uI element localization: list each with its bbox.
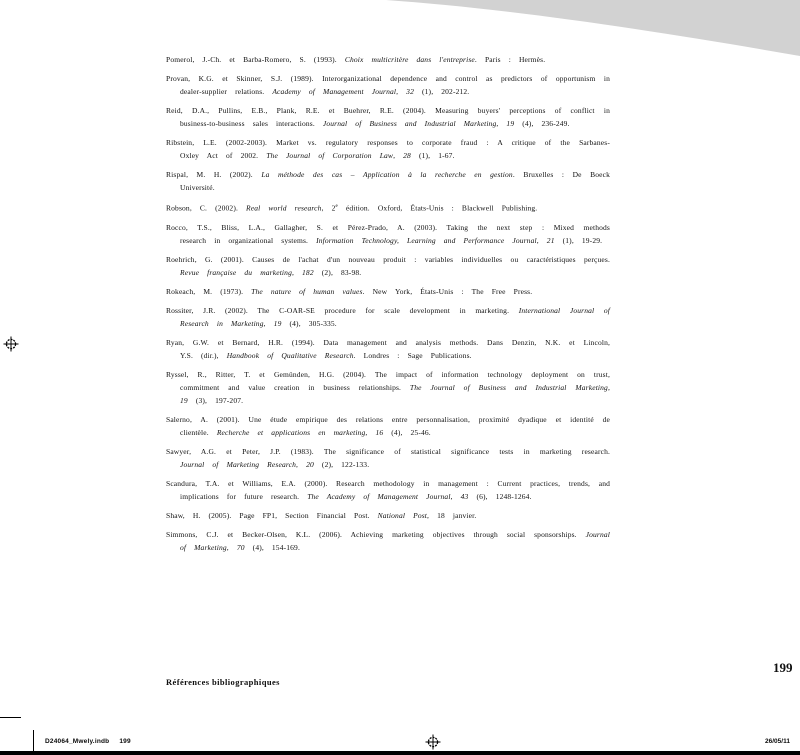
reference-entry: Ryan, G.W. et Bernard, H.R. (1994). Data management and analysis methods. Dans Denzin, N.K. et Lincoln, Y.S. (dir.), Handbook of Qualitative Research. Londres : Sage Publications. [166,337,610,360]
reference-entry: Rokeach, M. (1973). The nature of human values. New York, États-Unis : The Free Press. [166,286,533,296]
scan-edge-bar [0,751,800,755]
indb-page-label: 199 [119,738,131,745]
reference-entry: Provan, K.G. et Skinner, S.J. (1989). Interorganizational dependence and control as predictors of opportunism in dealer-supplier relations. Academy of Management Journal, 32 (1), 202-212. [166,74,610,96]
section-title: Références bibliographiques [166,677,280,687]
reference-entry: Reid, D.A., Pullins, E.B., Plank, R.E. et Buehrer, R.E. (2004). Measuring buyers' perceptions of conflict in business-to-business sales interactions. Journal of Business and Industrial Marketing, 19 (4), 236-249. [166,106,610,128]
reference-entry: Robson, C. (2002). Real world research, 2e édition. Oxford, États-Unis : Blackwell Publishing. [166,203,538,213]
reference-entry: Scandura, T.A. et Williams, E.A. (2000). Research methodology in management : Current practices, trends, and implications for future research. The Academy of Management Journal, 43 (6), 1248-1264. [166,478,610,501]
reference-entry: Shaw, H. (2005). Page FP1, Section Financial Post. National Post, 18 janvier. [166,510,477,520]
references-list [166,53,610,560]
reference-entry: Rossiter, J.R. (2002). The C-OAR-SE procedure for scale development in marketing. International Journal of Research in Marketing, 19 (4), 305-335. [166,305,610,328]
page-number: 199 [773,660,793,675]
crop-mark-horizontal [0,717,21,718]
reference-entry: Ribstein, L.E. (2002-2003). Market vs. regulatory responses to corporate fraud : A critique of the Sarbanes-Oxley Act of 2002. The Journal of Corporation Law, 28 (1), 1-67. [166,138,610,160]
reference-entry: Sawyer, A.G. et Peter, J.P. (1983). The significance of statistical significance tests in marketing research. Journal of Marketing Research, 20 (2), 122-133. [166,446,610,469]
reference-entry: Simmons, C.J. et Becker-Olsen, K.L. (2006). Achieving marketing objectives through social sponsorships. Journal of Marketing, 70 (4), 154-169. [166,529,610,552]
reference-entry: Roehrich, G. (2001). Causes de l'achat d'un nouveau produit : variables individuelles ou caractéristiques perçues. Revue française du marketing, 182 (2), 83-98. [166,254,610,277]
print-date: 26/05/11 [765,738,790,745]
reference-entry: Rispal, M. H. (2002). La méthode des cas – Application à la recherche en gestion. Bruxelles : De Boeck Université. [166,170,610,192]
reference-entry: Pomerol, J.-Ch. et Barba-Romero, S. (1993). Choix multicritère dans l'entreprise. Paris : Hermès. [166,55,546,64]
reference-entry: Salerno, A. (2001). Une étude empirique des relations entre personnalisation, proximité dyadique et identité de clientèle. Recherche et applications en marketing, 16 (4), 25-46. [166,414,610,437]
indb-file-label: D24064_Mwely.indb 199 [45,738,131,745]
reference-entry: Rocco, T.S., Bliss, L.A., Gallagher, S. et Pérez-Prado, A. (2003). Taking the next step : Mixed methods research in organizational systems. Information Technology, Learning and Performance Journal, 21 (1), 19-29. [166,222,610,245]
prepress-slug [0,735,800,749]
registration-mark-icon [3,336,19,352]
reference-entry: Ryssel, R., Ritter, T. et Gemünden, H.G. (2004). The impact of information technology deployment on trust, commitment and value creation in business relationships. The Journal of Business and Industrial Marketing, 19 (3), 197-207. [166,369,610,405]
